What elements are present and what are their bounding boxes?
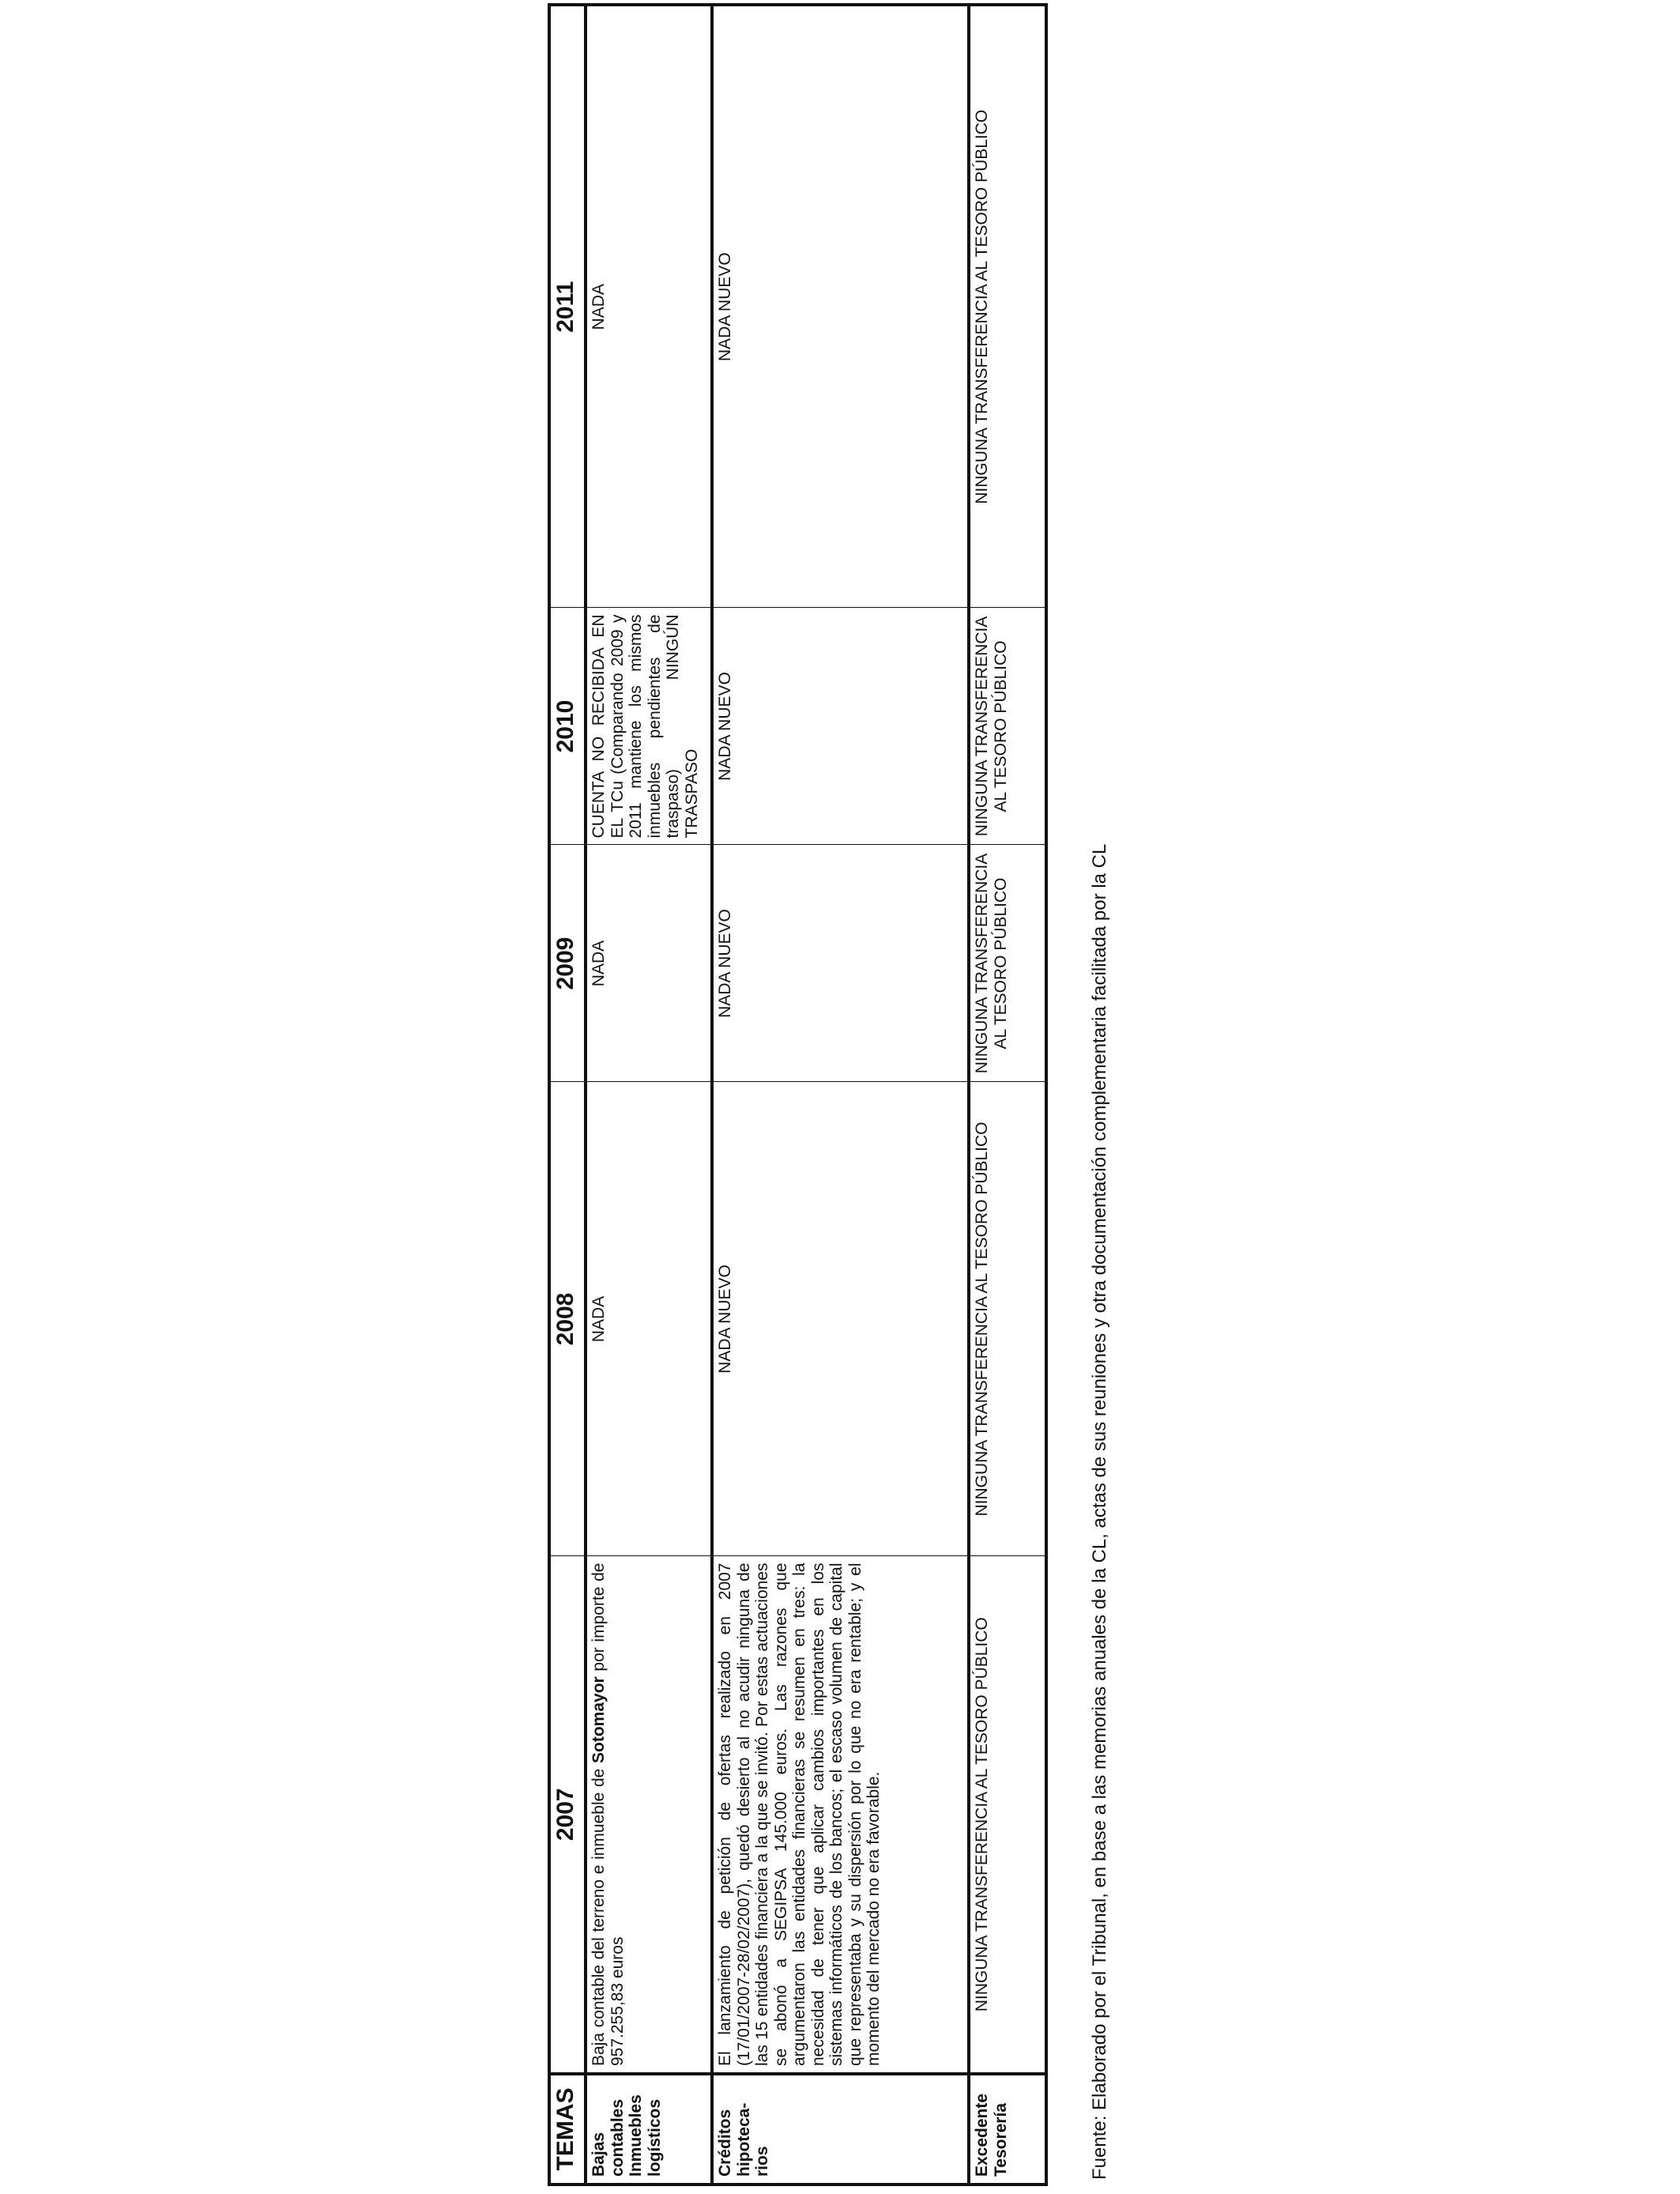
source-footnote: Fuente: Elaborado por el Tribunal, en base a las memorias anuales de la CL, actas de sus reuniones y otra documentación complementaria facilitada por la CL bbox=[1089, 843, 1110, 2180]
cell-2011: NADA NUEVO bbox=[712, 5, 969, 608]
topic-cell: Excedente Tesorería bbox=[969, 2074, 1046, 2185]
table-header-row bbox=[549, 5, 586, 2185]
cell-2007 bbox=[586, 1556, 712, 2074]
cell-text: por importe de 957.255,83 euros bbox=[590, 1563, 627, 2066]
cell-2009: NADA NUEVO bbox=[712, 845, 969, 1082]
table-row bbox=[712, 5, 969, 2185]
rotated-landscape-content bbox=[544, 0, 1144, 2194]
cell-2008: NINGUNA TRANSFERENCIA AL TESORO PÚBLICO bbox=[969, 1082, 1046, 1556]
cell-2011: NINGUNA TRANSFERENCIA AL TESORO PÚBLICO bbox=[969, 5, 1046, 608]
cell-bold-text: Sotomayor bbox=[590, 1676, 608, 1763]
header-2010: 2010 bbox=[549, 608, 586, 845]
cell-2010: NADA NUEVO bbox=[712, 608, 969, 845]
cell-2009: NADA bbox=[586, 845, 712, 1082]
cell-2007: El lanzamiento de petición de ofertas realizado en 2007 (17/01/2007-28/02/2007), quedó desierto al no acudir ninguna de las 15 entidades financiera a la que se invitó. Por estas actuaciones se abonó a SEGIPSA 145.000 euros. Las razones que argumentaron las entidades financieras se resumen en tres: la necesidad de tener que aplicar cambios importantes en los sistemas informáticos de los bancos; el escaso volumen de capital que representaba y su dispersión por lo que no era rentable; y el momento del mercado no era favorable. bbox=[712, 1556, 969, 2074]
summary-table bbox=[548, 3, 1048, 2186]
cell-2008: NADA bbox=[586, 1082, 712, 1556]
header-temas: TEMAS bbox=[549, 2074, 586, 2185]
header-2011: 2011 bbox=[549, 5, 586, 608]
header-2009: 2009 bbox=[549, 845, 586, 1082]
table-row bbox=[586, 5, 712, 2185]
table-row bbox=[969, 5, 1046, 2185]
cell-2010: CUENTA NO RECIBIDA EN EL TCu (Comparando 2009 y 2011 mantiene los mismos inmuebles pendientes de traspaso) NINGÚN TRASPASO bbox=[586, 608, 712, 845]
cell-2011: NADA bbox=[586, 5, 712, 608]
cell-2007: NINGUNA TRANSFERENCIA AL TESORO PÚBLICO bbox=[969, 1556, 1046, 2074]
cell-text: Baja contable del terreno e inmueble de bbox=[590, 1762, 608, 2066]
cell-2010: NINGUNA TRANSFERENCIA AL TESORO PÚBLICO bbox=[969, 608, 1046, 845]
cell-2009: NINGUNA TRANSFERENCIA AL TESORO PÚBLICO bbox=[969, 845, 1046, 1082]
cell-2008: NADA NUEVO bbox=[712, 1082, 969, 1556]
header-2008: 2008 bbox=[549, 1082, 586, 1556]
topic-cell: Bajas contables Inmuebles logísticos bbox=[586, 2074, 712, 2185]
topic-cell: Créditos hipoteca- rios bbox=[712, 2074, 969, 2185]
header-2007: 2007 bbox=[549, 1556, 586, 2074]
